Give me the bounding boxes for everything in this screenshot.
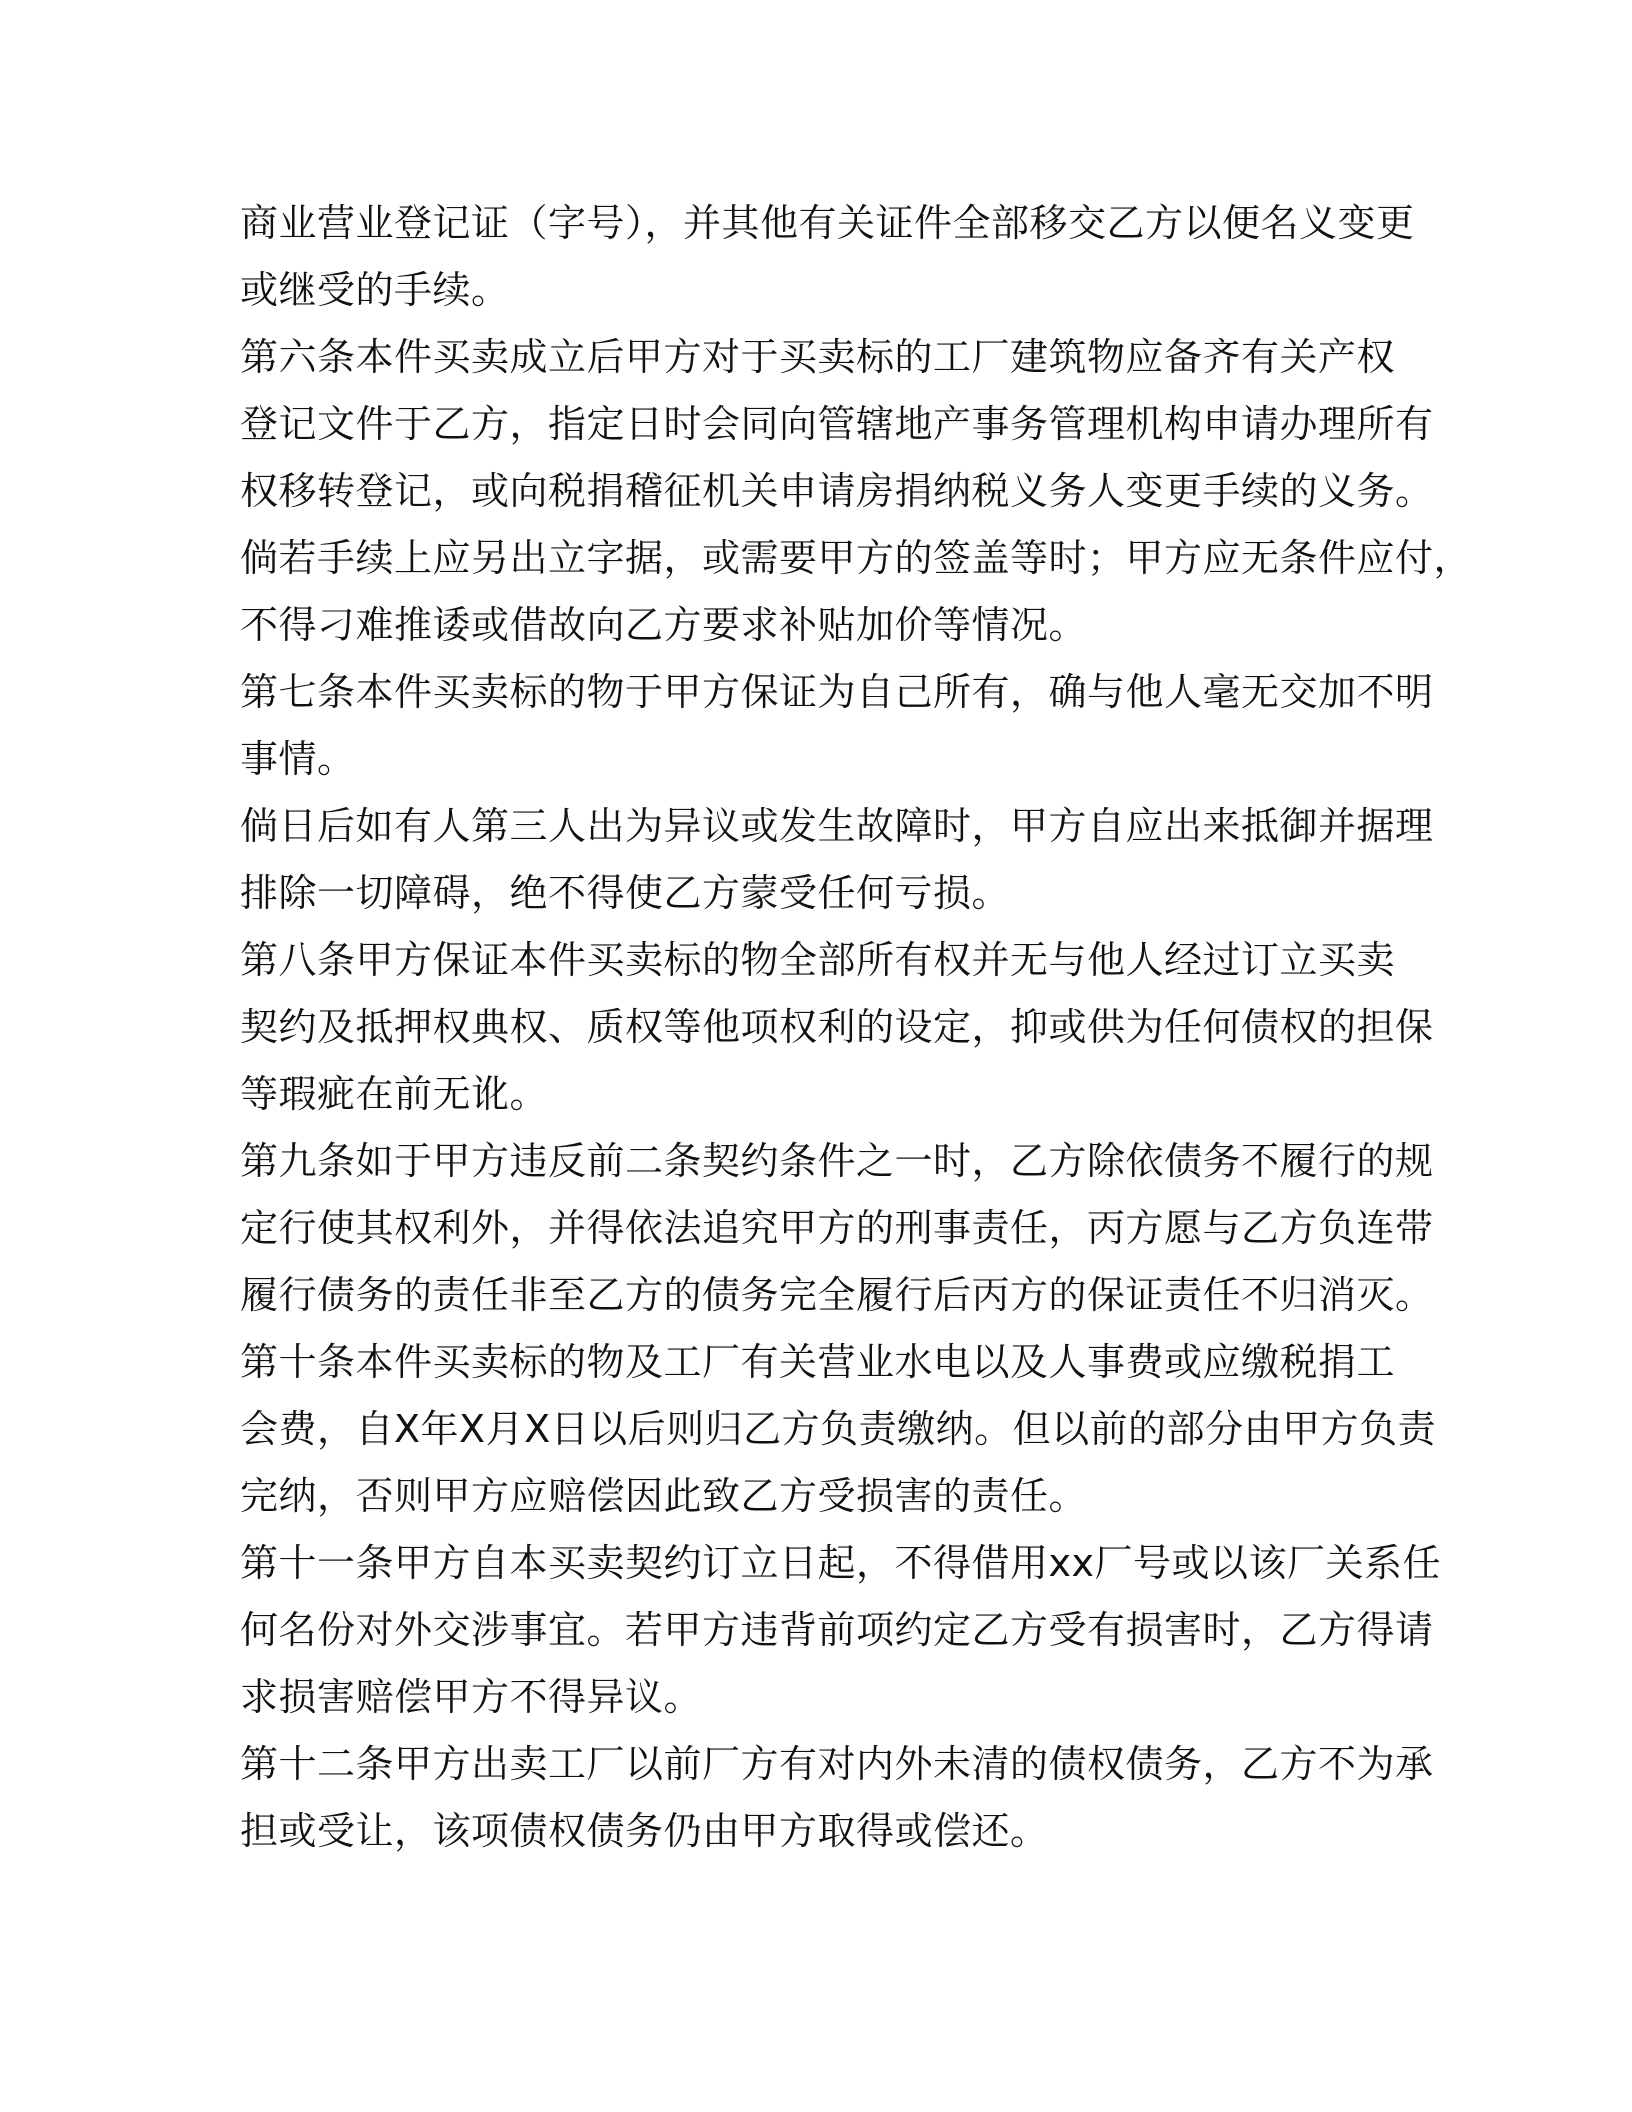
text-line: 第七条本件买卖标的物于甲方保证为自己所有，确与他人毫无交加不明 xyxy=(240,670,1434,714)
text-line: 第十条本件买卖标的物及工厂有关营业水电以及人事费或应缴税捐工 xyxy=(240,1340,1396,1384)
text-line: 倘若手续上应另出立字据，或需要甲方的签盖等时；甲方应无条件应付， xyxy=(240,536,1473,580)
text-line: 商业营业登记证（字号），并其他有关证件全部移交乙方以便名义变更 xyxy=(240,201,1415,245)
text-line: 契约及抵押权典权、质权等他项权利的设定，抑或供为任何债权的担保 xyxy=(240,1005,1434,1049)
contract-body xyxy=(240,190,1473,1865)
text-line: 定行使其权利外，并得依法追究甲方的刑事责任，丙方愿与乙方负连带 xyxy=(240,1206,1434,1250)
text-line: 等瑕疵在前无讹。 xyxy=(240,1072,549,1116)
text-line: 倘日后如有人第三人出为异议或发生故障时，甲方自应出来抵御并据理 xyxy=(240,804,1434,848)
text-line: 何名份对外交涉事宜。若甲方违背前项约定乙方受有损害时，乙方得请 xyxy=(240,1608,1434,1652)
text-line: 事情。 xyxy=(240,737,356,781)
text-line: 排除一切障碍，绝不得使乙方蒙受任何亏损。 xyxy=(240,871,1011,915)
text-line: 权移转登记，或向税捐稽征机关申请房捐纳税义务人变更手续的义务。 xyxy=(240,469,1434,513)
text-line: 第十二条甲方出卖工厂以前厂方有对内外未清的债权债务，乙方不为承 xyxy=(240,1742,1434,1786)
text-line: 第八条甲方保证本件买卖标的物全部所有权并无与他人经过订立买卖 xyxy=(240,938,1396,982)
text-line: 不得刁难推诿或借故向乙方要求补贴加价等情况。 xyxy=(240,603,1088,647)
text-line: 或继受的手续。 xyxy=(240,268,510,312)
text-line: 担或受让，该项债权债务仍由甲方取得或偿还。 xyxy=(240,1809,1049,1853)
text-line: 完纳，否则甲方应赔偿因此致乙方受损害的责任。 xyxy=(240,1474,1088,1518)
text-line: 第九条如于甲方违反前二条契约条件之一时，乙方除依债务不履行的规 xyxy=(240,1139,1434,1183)
text-line: 履行债务的责任非至乙方的债务完全履行后丙方的保证责任不归消灭。 xyxy=(240,1273,1434,1317)
text-line: 第十一条甲方自本买卖契约订立日起，不得借用xx厂号或以该厂关系任 xyxy=(240,1541,1441,1585)
text-line: 第六条本件买卖成立后甲方对于买卖标的工厂建筑物应备齐有关产权 xyxy=(240,335,1396,379)
text-line: 登记文件于乙方，指定日时会同向管辖地产事务管理机构申请办理所有 xyxy=(240,402,1434,446)
text-line: 会费，自X年X月X日以后则归乙方负责缴纳。但以前的部分由甲方负责 xyxy=(240,1407,1437,1451)
text-line: 求损害赔偿甲方不得异议。 xyxy=(240,1675,703,1719)
